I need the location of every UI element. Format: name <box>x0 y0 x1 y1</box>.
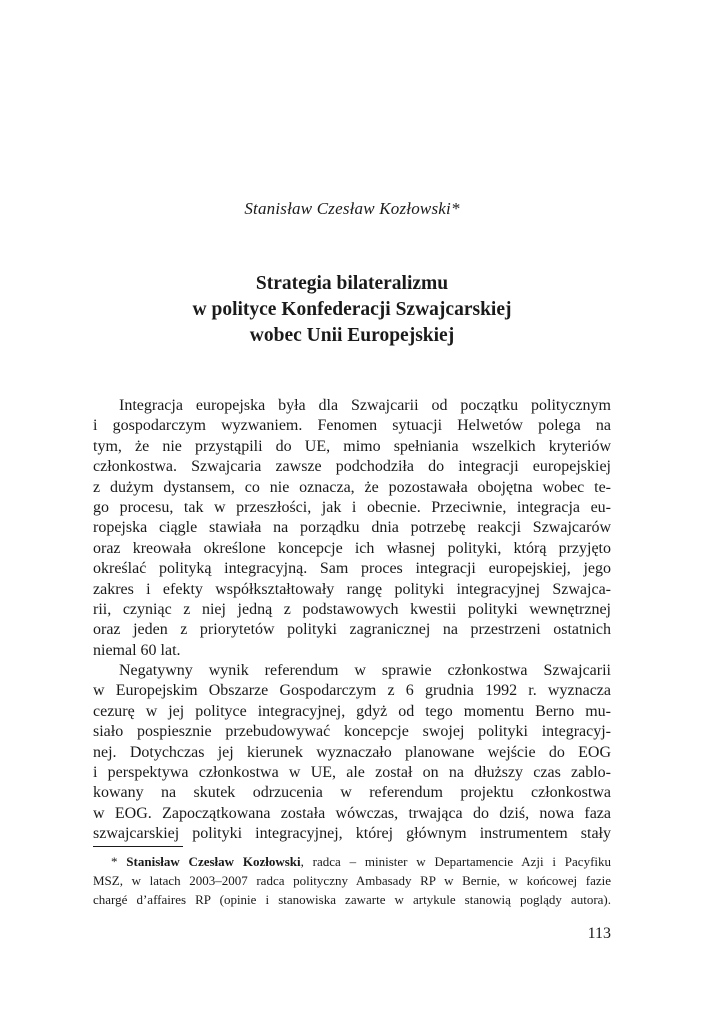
footnote-separator <box>93 846 183 847</box>
text-line: z dużym dystansem, co nie oznacza, że pozostawała obojętna wobec te- <box>93 478 611 496</box>
text-line: i gospodarczym wyzwaniem. Fenomen sytuacji Helwetów polega na <box>93 417 611 435</box>
text-line: kowany na skutek odrzucenia w referendum projektu członkostwa <box>93 784 611 802</box>
text-line: ropejska ciągle stawiała na porządku dnia potrzebę reakcji Szwajcarów <box>93 519 611 537</box>
article-body <box>93 396 611 845</box>
footnote-line <box>93 852 611 871</box>
footnote-text: , radca – minister w Departamencie Azji i Pacyfiku <box>300 854 612 869</box>
article-title <box>0 271 704 349</box>
text-line: niemal 60 lat. <box>93 641 181 659</box>
text-line: nej. Dotychczas jej kierunek wyznaczało planowane wejście do EOG <box>93 743 611 761</box>
text-line: cezurę w jej polityce integracyjnej, gdyż od tego momentu Berno mu- <box>93 702 611 720</box>
text-line: określać polityką integracyjną. Sam proces integracji europejskiej, jego <box>93 560 611 578</box>
text-line: w EOG. Zapoczątkowana została wówczas, trwająca do dziś, nowa faza <box>93 804 611 822</box>
text-line: rii, czyniąc z niej jedną z podstawowych kwestii polityki wewnętrznej <box>93 600 611 618</box>
footnote-line: MSZ, w latach 2003–2007 radca polityczny Ambasady RP w Bernie, w końcowej fazie <box>93 873 611 888</box>
title-line: Strategia bilateralizmu <box>255 273 449 294</box>
title-line: w polityce Konfederacji Szwajcarskiej <box>192 299 512 320</box>
footnote-author-name: Stanisław Czesław Kozłowski <box>126 854 301 869</box>
text-line: członkostwa. Szwajcaria zawsze podchodziła do integracji europejskiej <box>93 458 611 476</box>
text-line: szwajcarskiej polityki integracyjnej, której głównym instrumentem stały <box>93 825 611 843</box>
text-line: tym, że nie przystąpili do UE, mimo spełniania wszelkich kryteriów <box>93 437 611 455</box>
text-line: oraz kreowała określone koncepcje ich własnej polityki, którą przyjęto <box>93 539 611 557</box>
title-line: wobec Unii Europejskiej <box>249 325 455 346</box>
text-line: oraz jeden z priorytetów polityki zagranicznej na przestrzeni ostatnich <box>93 621 611 639</box>
text-line: Integracja europejska była dla Szwajcarii od początku politycznym <box>119 397 611 414</box>
paragraph-2 <box>93 661 611 845</box>
text-line: i perspektywa członkostwa w UE, ale został on na dłuższy czas zablo- <box>93 764 611 782</box>
text-line: w Europejskim Obszarze Gospodarczym z 6 grudnia 1992 r. wyznacza <box>93 682 611 700</box>
paragraph-1 <box>93 396 611 661</box>
footnote-line: chargé d’affaires RP (opinie i stanowiska zawarte w artykule stanowią poglądy autora). <box>93 892 611 907</box>
footnote-marker: * <box>111 854 127 869</box>
author-name: Stanisław Czesław Kozłowski* <box>244 199 460 218</box>
footnote <box>93 852 611 909</box>
text-line: Negatywny wynik referendum w sprawie członkostwa Szwajcarii <box>119 662 611 680</box>
text-line: zakres i efekty współkształtowały rangę polityki integracyjnej Szwajca- <box>93 580 611 598</box>
text-line: siało pospiesznie przebudowywać koncepcje swojej polityki integracyj- <box>93 723 611 741</box>
text-line: go procesu, tak w przeszłości, jak i obecnie. Przeciwnie, integracja eu- <box>93 498 611 516</box>
page-number: 113 <box>587 925 611 942</box>
